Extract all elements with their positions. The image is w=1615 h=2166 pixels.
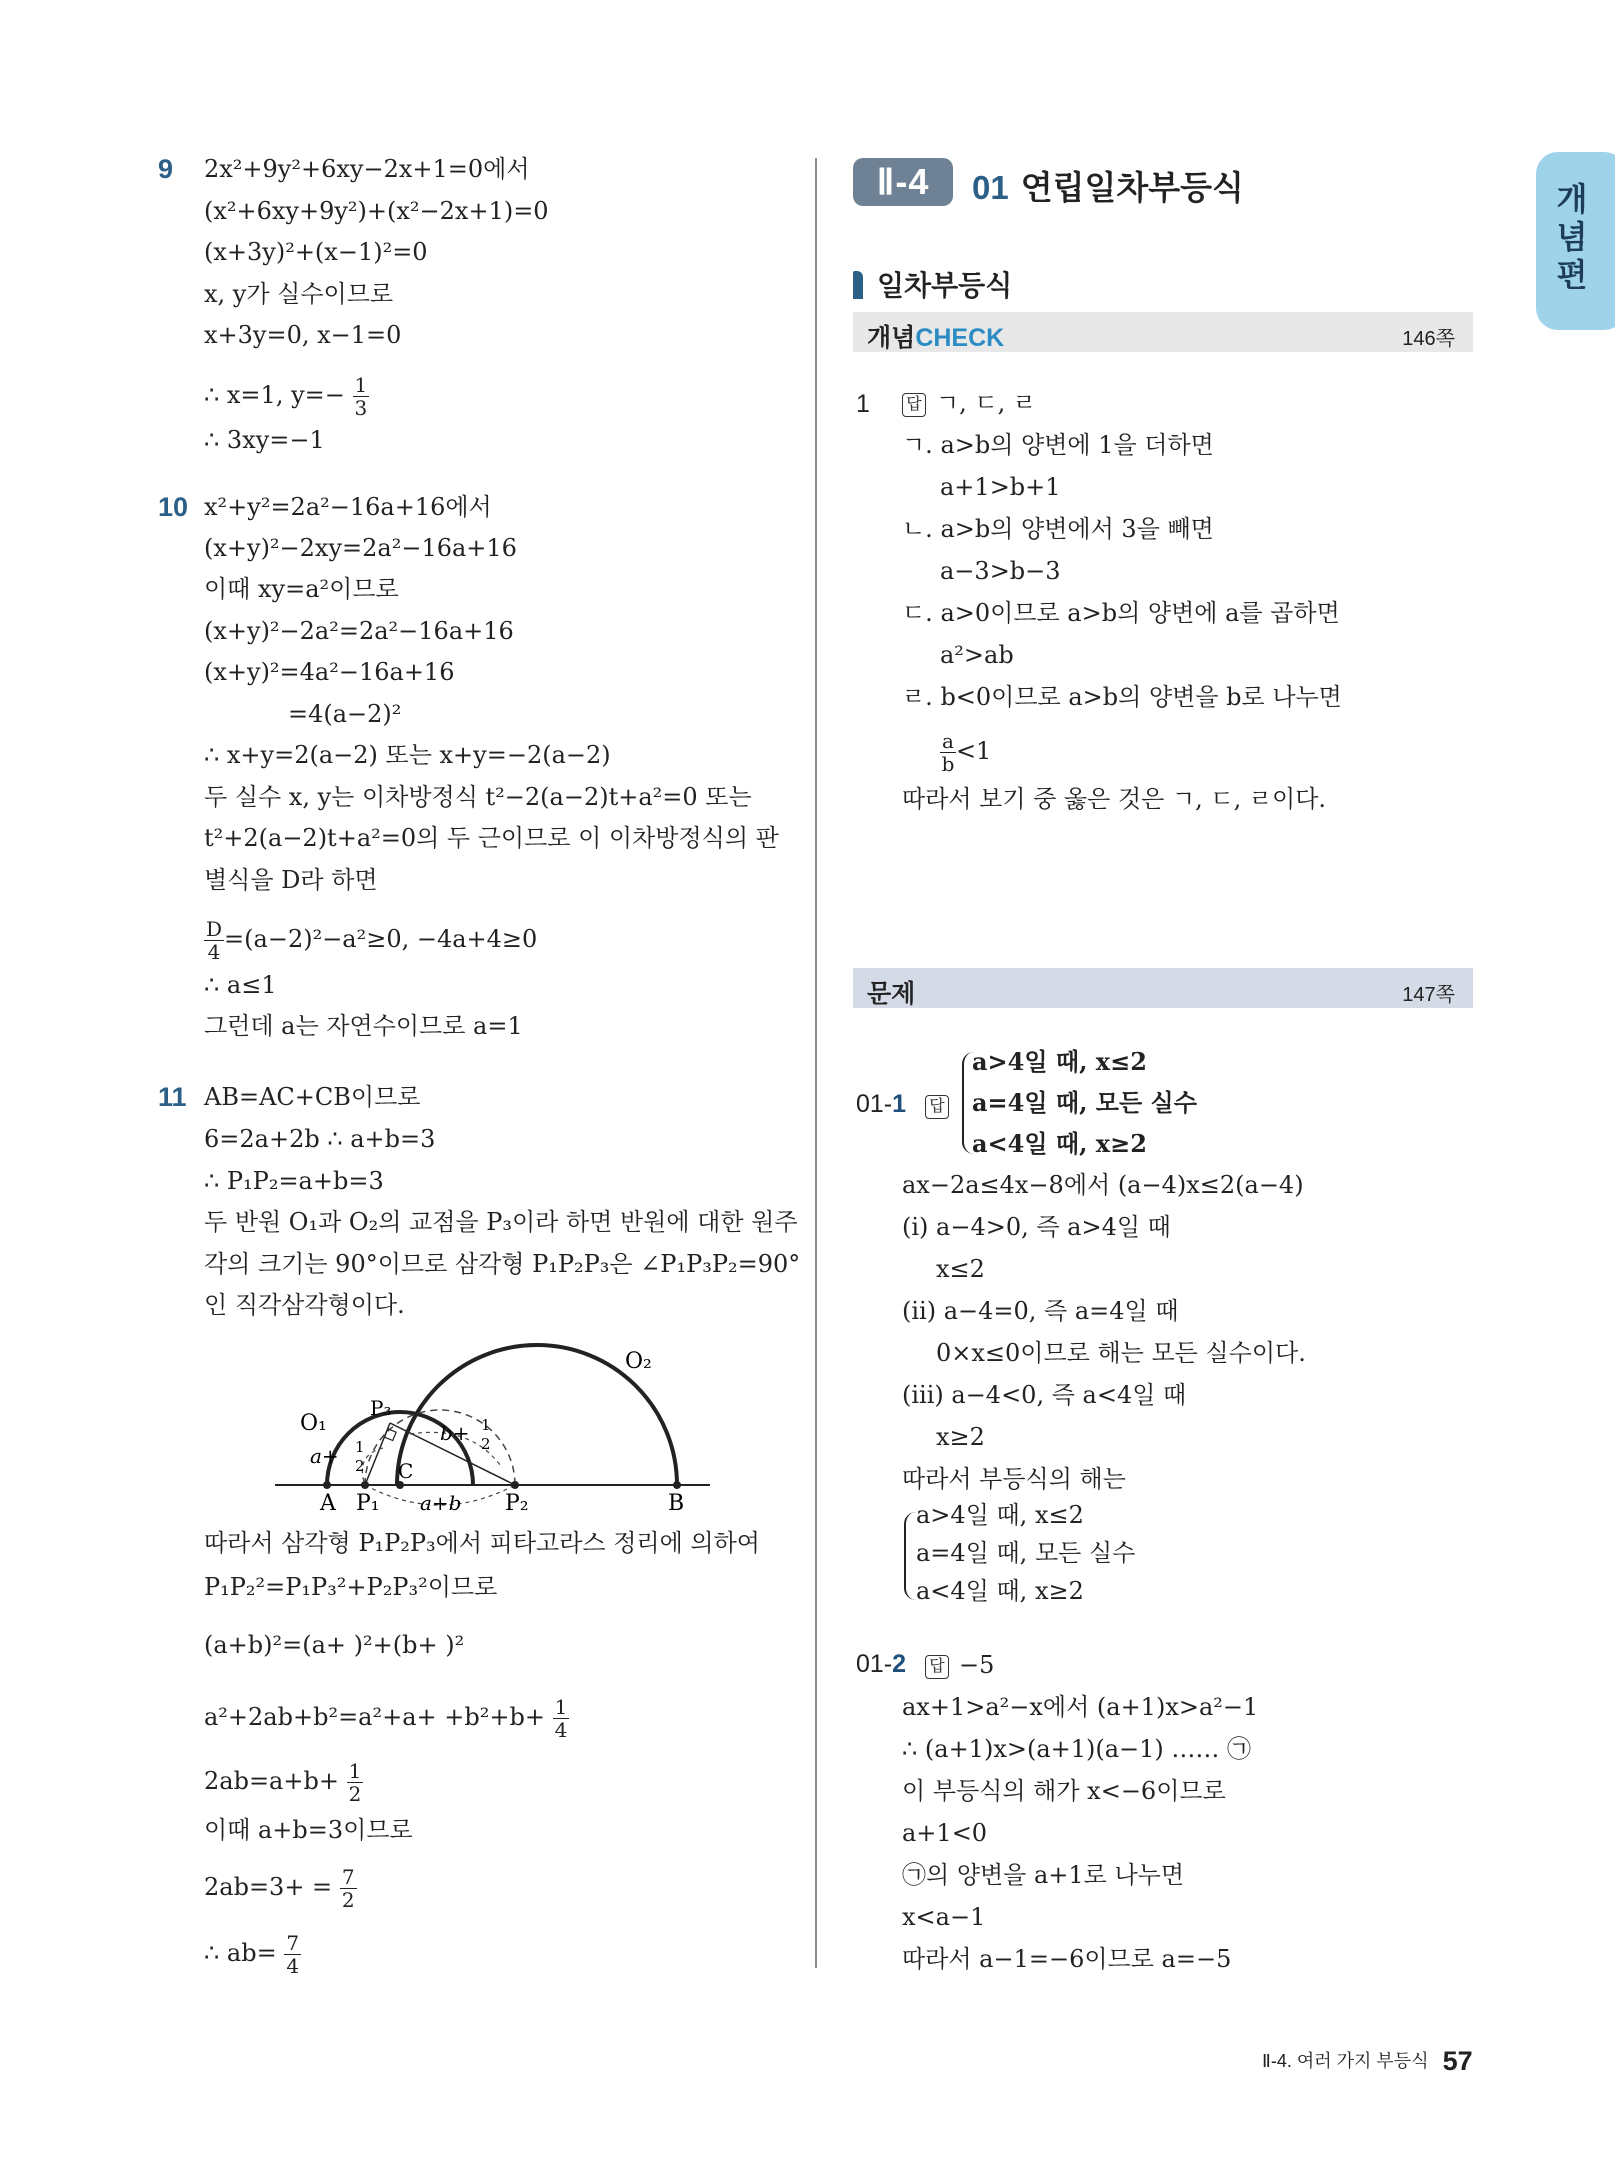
- q1-line-2: a+1>b+1: [940, 473, 1061, 501]
- p10-line-5: (x+y)²=4a²−16a+16: [204, 658, 455, 686]
- p9-line-7: ∴ 3xy=−1: [204, 426, 325, 454]
- point-p2: [511, 1481, 519, 1489]
- p11-line-6: 인 직각삼각형이다.: [204, 1291, 405, 1319]
- p10-line-12: ∴ a≤1: [204, 971, 277, 999]
- q011-line-3: x≤2: [936, 1255, 985, 1283]
- chapter-title: [972, 162, 1244, 209]
- solution-brace: [904, 1512, 916, 1600]
- p11-line-3: ∴ P₁P₂=a+b=3: [204, 1167, 384, 1195]
- label-b-half-den: 2: [481, 1435, 491, 1453]
- problem-number-11: 11: [158, 1082, 187, 1112]
- p10-line-7: ∴ x+y=2(a−2) 또는 x+y=−2(a−2): [204, 741, 611, 769]
- label-a-half-den: 2: [355, 1457, 365, 1475]
- p11-line-12: 이때 a+b=3이므로: [204, 1816, 413, 1844]
- concept-check-bar: [853, 312, 1473, 352]
- q011-line-6: (ⅲ) a−4<0, 즉 a<4일 때: [902, 1381, 1187, 1409]
- q011-answer-1: a>4일 때, x≤2: [972, 1047, 1147, 1076]
- q1-line-6: a²>ab: [940, 641, 1014, 669]
- concept-check-page: 146쪽: [1402, 328, 1455, 350]
- section-title: 연립일차부등식: [1020, 169, 1244, 206]
- label-a: A: [320, 1491, 336, 1516]
- p10-line-8: 두 실수 x, y는 이차방정식 t²−2(a−2)t+a²=0 또는: [204, 783, 752, 811]
- p11-line-2: 6=2a+2b ∴ a+b=3: [204, 1125, 436, 1153]
- q1-answer: ㄱ, ㄷ, ㄹ: [936, 389, 1037, 417]
- p11-line-7: 따라서 삼각형 P₁P₂P₃에서 피타고라스 정리에 의하여: [204, 1529, 760, 1557]
- p10-line-6: =4(a−2)²: [288, 700, 402, 728]
- q1-line-7: ㄹ. b<0이므로 a>b의 양변을 b로 나누면: [902, 683, 1342, 711]
- problem-number-9: 9: [158, 154, 174, 184]
- p9-line-4: x, y가 실수이므로: [204, 280, 394, 308]
- subsection-marker-icon: [853, 271, 863, 299]
- p9-line-5: x+3y=0, x−1=0: [204, 321, 402, 349]
- p10-line-11: [204, 918, 537, 963]
- q011-line-9: a>4일 때, x≤2: [916, 1501, 1084, 1529]
- p11-line-4: 두 반원 O₁과 O₂의 교점을 P₃이라 하면 반원에 대한 원주: [204, 1208, 798, 1236]
- fraction-a-over-b: $\frac{a}{b}$: [941, 729, 955, 776]
- q012-line-1: ax+1>a²−x에서 (a+1)x>a²−1: [902, 1693, 1259, 1721]
- q1-line-4: a−3>b−3: [940, 557, 1061, 585]
- q1-line-8-text: <1: [955, 737, 992, 765]
- q012-line-3: 이 부등식의 해가 x<−6이므로: [902, 1777, 1226, 1805]
- label-b-plus: b+: [440, 1421, 470, 1445]
- point-b: [673, 1481, 681, 1489]
- label-b-half-num: 1: [481, 1416, 491, 1434]
- point-p1: [361, 1481, 369, 1489]
- q1-line-9: 따라서 보기 중 옳은 것은 ㄱ, ㄷ, ㄹ이다.: [902, 785, 1327, 813]
- p10-line-13: 그런데 a는 자연수이므로 a=1: [204, 1012, 523, 1040]
- q1-answer-line: [902, 388, 1036, 418]
- fraction-one-third: $\frac{1}{3}$: [354, 373, 368, 420]
- problem-number-10: 10: [158, 492, 189, 522]
- q012-line-5: ㉠의 양변을 a+1로 나누면: [902, 1861, 1185, 1889]
- fraction-quarter: $\frac{1}{4}$: [554, 1695, 568, 1742]
- q012-answer-line: [925, 1650, 994, 1680]
- label-a-plus: a+: [310, 1444, 339, 1468]
- p11-line-10-text: a²+2ab+b²=a²+a+ +b²+b+: [204, 1703, 545, 1731]
- q011-answer-mark: [925, 1090, 959, 1120]
- q011-answer-3: a<4일 때, x≥2: [972, 1129, 1147, 1158]
- p11-line-14: [204, 1932, 301, 1977]
- section-number: 01: [972, 169, 1009, 206]
- p10-line-11-text: =(a−2)²−a²≥0, −4a+4≥0: [224, 925, 538, 953]
- q011-line-2: (ⅰ) a−4>0, 즉 a>4일 때: [902, 1213, 1171, 1241]
- q011-line-8: 따라서 부등식의 해는: [902, 1465, 1126, 1493]
- answer-mark-icon: 답: [925, 1655, 949, 1679]
- side-tab: [1536, 152, 1615, 330]
- p11-line-9-text: (a+b)²=(a+ )²+(b+ )²: [204, 1631, 465, 1659]
- p10-line-4: (x+y)²−2a²=2a²−16a+16: [204, 617, 514, 645]
- page-footer: [1262, 2046, 1473, 2077]
- q012-answer: −5: [959, 1651, 995, 1679]
- p9-line-2: (x²+6xy+9y²)+(x²−2x+1)=0: [204, 197, 549, 225]
- page-number: 57: [1442, 2046, 1473, 2076]
- q011-line-5: 0×x≤0이므로 해는 모든 실수이다.: [936, 1339, 1306, 1367]
- question-number-01-1: 01-1: [856, 1090, 907, 1118]
- q011-line-7: x≥2: [936, 1423, 985, 1451]
- problem-bar: [853, 968, 1473, 1008]
- p11-line-14-text: ∴ ab=: [204, 1939, 277, 1967]
- q012-line-2: ∴ (a+1)x>(a+1)(a−1) …… ㉠: [902, 1735, 1252, 1763]
- semicircle-diagram: [270, 1330, 720, 1520]
- label-p1: P₁: [356, 1491, 380, 1516]
- p11-line-8: P₁P₂²=P₁P₃²+P₂P₃²이므로: [204, 1573, 498, 1601]
- label-a-plus-b: a+b: [420, 1491, 462, 1515]
- q012-line-6: x<a−1: [902, 1903, 986, 1931]
- p9-line-1: 2x²+9y²+6xy−2x+1=0에서: [204, 155, 530, 183]
- problem-label: 문제: [867, 980, 916, 1008]
- fraction-seven-half: $\frac{7}{2}$: [341, 1865, 355, 1912]
- side-tab-label: 개념편: [1556, 181, 1588, 293]
- fraction-half: $\frac{1}{2}$: [348, 1759, 362, 1806]
- q011-line-10: a=4일 때, 모든 실수: [916, 1539, 1136, 1567]
- question-number-01-2: 01-2: [856, 1650, 907, 1678]
- label-b: B: [668, 1491, 685, 1516]
- p10-line-3: 이때 xy=a²이므로: [204, 575, 399, 603]
- fraction-seven-quarter: $\frac{7}{4}$: [286, 1931, 300, 1978]
- q1-line-3: ㄴ. a>b의 양변에서 3을 빼면: [902, 515, 1214, 543]
- q011-line-1: ax−2a≤4x−8에서 (a−4)x≤2(a−4): [902, 1171, 1304, 1199]
- p11-line-11-text: 2ab=a+b+: [204, 1767, 339, 1795]
- problem-page: 147쪽: [1402, 984, 1455, 1006]
- subsection-heading: [853, 264, 1012, 304]
- q1-line-1: ㄱ. a>b의 양변에 1을 더하면: [902, 431, 1214, 459]
- q1-line-8: [940, 730, 991, 775]
- p9-line-3: (x+3y)²+(x−1)²=0: [204, 238, 428, 266]
- point-a: [323, 1481, 331, 1489]
- q011-line-4: (ⅱ) a−4=0, 즉 a=4일 때: [902, 1297, 1179, 1325]
- p11-line-11: [204, 1760, 363, 1805]
- q011-line-11: a<4일 때, x≥2: [916, 1577, 1084, 1605]
- answer-mark-icon: 답: [902, 393, 926, 417]
- answer-mark-icon: 답: [925, 1095, 949, 1119]
- label-o2: O₂: [625, 1349, 652, 1374]
- p11-line-1: AB=AC+CB이므로: [204, 1083, 421, 1111]
- fraction-d-over-4: $\frac{D}{4}$: [206, 917, 223, 964]
- p10-line-9: t²+2(a−2)t+a²=0의 두 근이므로 이 이차방정식의 판: [204, 824, 779, 852]
- p11-line-13: [204, 1866, 357, 1911]
- q012-line-4: a+1<0: [902, 1819, 988, 1847]
- p10-line-10: 별식을 D라 하면: [204, 866, 378, 894]
- chapter-badge: Ⅱ-4: [853, 158, 953, 206]
- p11-line-5: 각의 크기는 90°이므로 삼각형 P₁P₂P₃은 ∠P₁P₃P₂=90°: [204, 1250, 801, 1278]
- q012-line-7: 따라서 a−1=−6이므로 a=−5: [902, 1945, 1232, 1973]
- label-o1: O₁: [300, 1411, 327, 1436]
- p9-line-6: [204, 374, 369, 419]
- concept-check-label: 개념CHECK: [867, 324, 1005, 352]
- subsection-title: 일차부등식: [877, 270, 1013, 301]
- footer-chapter: Ⅱ-4. 여러 가지 부등식: [1262, 2051, 1429, 2071]
- label-p2: P₂: [505, 1491, 529, 1516]
- p10-line-1: x²+y²=2a²−16a+16에서: [204, 493, 492, 521]
- column-divider: [815, 158, 817, 1968]
- q1-line-5: ㄷ. a>0이므로 a>b의 양변에 a를 곱하면: [902, 599, 1340, 627]
- label-p3: P₃: [370, 1396, 392, 1420]
- label-a-half-num: 1: [355, 1438, 365, 1456]
- p10-line-2: (x+y)²−2xy=2a²−16a+16: [204, 534, 517, 562]
- p11-line-13-text: 2ab=3+ =: [204, 1873, 333, 1901]
- p9-line-6-text: ∴ x=1, y=−: [204, 381, 345, 409]
- question-number-1: 1: [856, 390, 870, 418]
- q011-answer-2: a=4일 때, 모든 실수: [972, 1088, 1197, 1117]
- label-c: C: [398, 1459, 414, 1483]
- p11-line-9: [204, 1630, 464, 1660]
- p11-line-10: [204, 1696, 569, 1741]
